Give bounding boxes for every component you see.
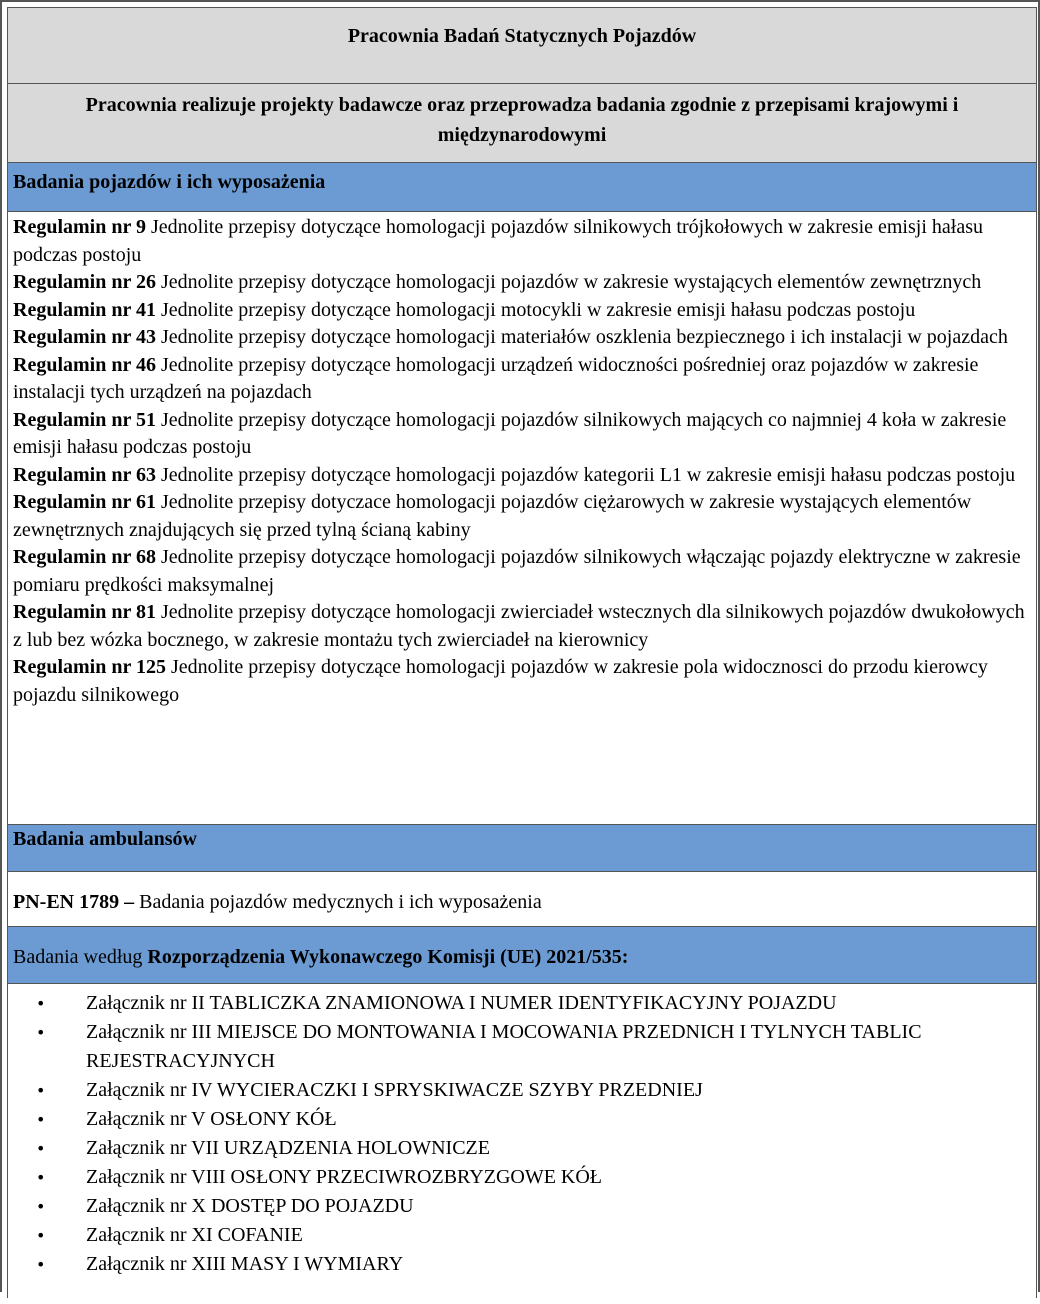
bullet-icon: • bbox=[36, 1197, 46, 1216]
regulation-text: Jednolite przepisy dotyczace homologacji pojazdów ciężarowych w zakresie wystających elementów zewnętrznych znajdujących się przed tylną ścianą kabiny bbox=[13, 491, 972, 541]
regulation-text: Jednolite przepisy dotyczące homologacji urządzeń widoczności pośredniej oraz pojazdów w zakresie instalacji tych urządzeń na pojazdach bbox=[13, 353, 979, 403]
annex-list-item bbox=[36, 1192, 1036, 1221]
regulation-item bbox=[13, 324, 1033, 352]
annex-list bbox=[8, 989, 1036, 1279]
annex-label: Załącznik nr XI COFANIE bbox=[86, 1224, 303, 1246]
regulation-item bbox=[13, 462, 1033, 490]
annex-label: Załącznik nr V OSŁONY KÓŁ bbox=[86, 1108, 337, 1130]
bullet-icon: • bbox=[36, 1110, 46, 1129]
bullet-icon: • bbox=[36, 994, 46, 1013]
regulation-text: Jednolite przepisy dotyczące homologacji pojazdów silnikowych mających co najmniej 4 koła w zakresie emisji hałasu podczas postoju bbox=[13, 408, 1007, 458]
regulation-text: Jednolite przepisy dotyczące homologacji pojazdów silnikowych włączając pojazdy elektryczne w zakresie pomiaru prędkości maksymalnej bbox=[13, 546, 1021, 596]
annex-label: Załącznik nr VII URZĄDZENIA HOLOWNICZE bbox=[86, 1137, 490, 1159]
eu-heading-bold: Rozporządzenia Wykonawczego Komisji (UE) 2021/535: bbox=[147, 946, 629, 968]
bullet-icon: • bbox=[36, 1168, 46, 1187]
regulation-text: Jednolite przepisy dotyczące homologacji pojazdów w zakresie wystających elementów zewnętrznych bbox=[155, 271, 982, 293]
annex-list-item bbox=[36, 1105, 1036, 1134]
regulation-code: Regulamin nr 43 bbox=[13, 326, 156, 348]
regulation-code: Regulamin nr 46 bbox=[13, 353, 156, 376]
regulation-item bbox=[13, 214, 1033, 269]
annex-label: Załącznik nr IV WYCIERACZKI I SPRYSKIWACZE SZYBY PRZEDNIEJ bbox=[86, 1079, 703, 1101]
section-heading-eu-regulation-row bbox=[8, 927, 1036, 984]
annex-label: Załącznik nr II TABLICZKA ZNAMIONOWA I NUMER IDENTYFIKACYJNY POJAZDU bbox=[86, 992, 837, 1014]
bullet-icon: • bbox=[36, 1139, 46, 1158]
document-table bbox=[7, 7, 1037, 1298]
page-title: Pracownia Badań Statycznych Pojazdów bbox=[347, 25, 697, 47]
table-title-row bbox=[8, 8, 1036, 84]
regulation-text: Jednolite przepisy dotyczące homologacji pojazdów silnikowych trójkołowych w zakresie emisji hałasu podczas postoju bbox=[13, 216, 983, 266]
annex-list-item bbox=[36, 1163, 1036, 1192]
bullet-icon: • bbox=[36, 1255, 46, 1274]
standard-code: PN-EN 1789 – bbox=[13, 891, 135, 913]
regulation-text: Jednolite przepisy dotyczące homologacji materiałów oszklenia bezpiecznego i ich instalacji w pojazdach bbox=[155, 326, 1008, 348]
regulation-item bbox=[13, 489, 1033, 544]
section-heading-ambulance-row bbox=[8, 825, 1036, 872]
regulation-text: Jednolite przepisy dotyczące homologacji pojazdów kategorii L1 w zakresie emisji hałasu podczas postoju bbox=[155, 463, 1016, 486]
standard-text: Badania pojazdów medycznych i ich wyposażenia bbox=[134, 891, 542, 913]
regulation-item bbox=[13, 544, 1033, 599]
regulation-code: Regulamin nr 81 bbox=[13, 601, 156, 623]
bullet-icon: • bbox=[36, 1023, 46, 1042]
regulations-list bbox=[8, 212, 1036, 825]
page-subtitle: Pracownia realizuje projekty badawcze oraz przeprowadza badania zgodnie z przepisami krajowymi i międzynarodowymi bbox=[85, 94, 959, 146]
regulation-code: Regulamin nr 9 bbox=[13, 216, 146, 238]
annex-list-item bbox=[36, 1076, 1036, 1105]
annex-list-item bbox=[36, 989, 1036, 1018]
eu-heading-prefix: Badania według bbox=[13, 946, 148, 968]
regulation-item bbox=[13, 407, 1033, 462]
regulation-code: Regulamin nr 41 bbox=[13, 298, 156, 321]
bullet-icon: • bbox=[36, 1081, 46, 1100]
annex-list-item bbox=[36, 1134, 1036, 1163]
regulation-code: Regulamin nr 51 bbox=[13, 408, 156, 431]
regulation-code: Regulamin nr 26 bbox=[13, 271, 156, 293]
regulation-code: Regulamin nr 61 bbox=[13, 491, 156, 513]
section-heading-vehicles: Badania pojazdów i ich wyposażenia bbox=[13, 171, 326, 193]
annex-label: Załącznik nr XIII MASY I WYMIARY bbox=[86, 1253, 404, 1275]
regulation-item bbox=[13, 297, 1033, 325]
annex-list-item bbox=[36, 1250, 1036, 1279]
ambulance-standard-row bbox=[8, 872, 1036, 927]
annex-label: Załącznik nr III MIEJSCE DO MONTOWANIA I MOCOWANIA PRZEDNICH I TYLNYCH TABLIC REJESTRACYJNYCH bbox=[86, 1021, 922, 1072]
table-subtitle-row bbox=[8, 84, 1036, 163]
regulation-text: Jednolite przepisy dotyczące homologacji pojazdów w zakresie pola widocznosci do przodu kierowcy pojazdu silnikowego bbox=[13, 656, 988, 706]
section-heading-ambulance: Badania ambulansów bbox=[13, 828, 197, 850]
regulation-code: Regulamin nr 125 bbox=[13, 656, 166, 678]
regulation-item bbox=[13, 599, 1033, 654]
regulation-item bbox=[13, 654, 1033, 709]
bullet-icon: • bbox=[36, 1226, 46, 1245]
regulation-text: Jednolite przepisy dotyczące homologacji motocykli w zakresie emisji hałasu podczas postoju bbox=[155, 298, 916, 321]
annex-label: Załącznik nr X DOSTĘP DO POJAZDU bbox=[86, 1195, 414, 1217]
regulation-code: Regulamin nr 63 bbox=[13, 463, 156, 486]
section-heading-vehicles-row bbox=[8, 163, 1036, 212]
regulation-item bbox=[13, 269, 1033, 297]
regulation-text: Jednolite przepisy dotyczące homologacji zwierciadeł wstecznych dla silnikowych pojazdów dwukołowych z lub bez wózka bocznego, w zakresie montażu tych zwierciadeł na kierownicy bbox=[13, 601, 1025, 651]
annex-list-container bbox=[8, 984, 1036, 1304]
annex-list-item bbox=[36, 1221, 1036, 1250]
annex-list-item bbox=[36, 1018, 1036, 1076]
annex-label: Załącznik nr VIII OSŁONY PRZECIWROZBRYZGOWE KÓŁ bbox=[86, 1166, 603, 1188]
regulation-code: Regulamin nr 68 bbox=[13, 546, 156, 568]
regulation-item bbox=[13, 352, 1033, 407]
